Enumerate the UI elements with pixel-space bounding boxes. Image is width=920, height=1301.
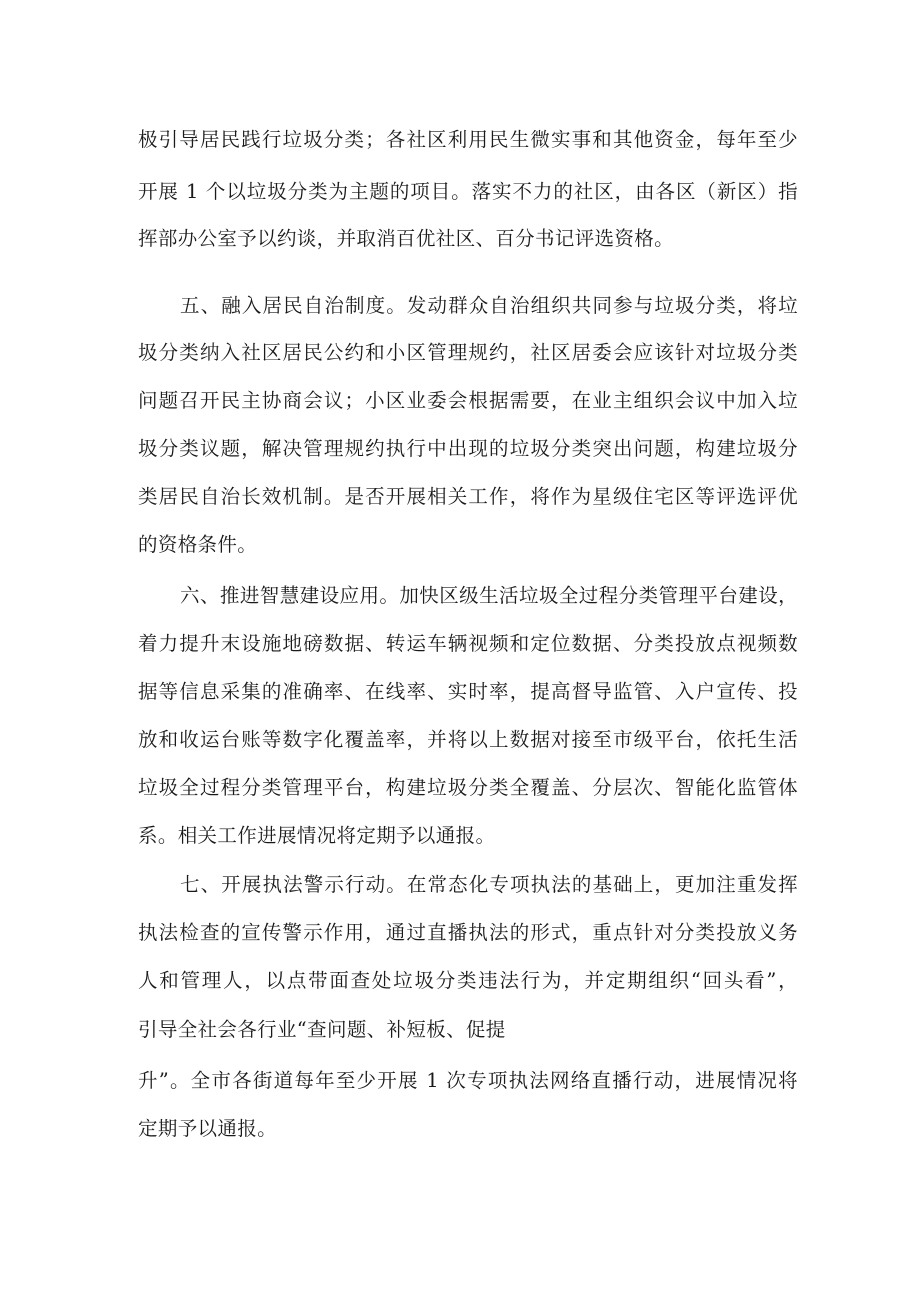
text-line: 类居民自治长效机制。是否开展相关工作，将作为星级住宅区等评选评优 [138, 485, 798, 508]
paragraph-first-line: 七、开展执法警示行动。在常态化专项执法的基础上，更加注重发挥 [180, 873, 798, 896]
text-line: 问题召开民主协商会议；小区业委会根据需要，在业主组织会议中加入垃 [138, 389, 798, 412]
text-line: 据等信息采集的准确率、在线率、实时率，提高督导监管、入户宣传、投 [138, 680, 798, 703]
text-line: 挥部办公室予以约谈，并取消百优社区、百分书记评选资格。 [138, 227, 674, 250]
text-line: 定期予以通报。 [138, 1117, 277, 1140]
text-line: 人和管理人，以点带面查处垃圾分类违法行为，并定期组织“回头看”， [138, 969, 798, 992]
text-line: 的资格条件。 [138, 533, 258, 556]
text-line: 极引导居民践行垃圾分类；各社区利用民生微实事和其他资金，每年至少 [138, 128, 798, 151]
text-line: 升”。全市各街道每年至少开展 1 次专项执法网络直播行动，进展情况将 [138, 1069, 798, 1092]
text-line: 圾分类纳入社区居民公约和小区管理规约，社区居委会应该针对垃圾分类 [138, 341, 798, 364]
text-line: 放和收运台账等数字化覆盖率，并将以上数据对接至市级平台，依托生活 [138, 728, 798, 751]
text-line: 开展 1 个以垃圾分类为主题的项目。落实不力的社区，由各区（新区）指 [138, 180, 798, 203]
paragraph-first-line: 六、推进智慧建设应用。加快区级生活垃圾全过程分类管理平台建设， [180, 584, 798, 607]
text-line: 圾分类议题，解决管理规约执行中出现的垃圾分类突出问题，构建垃圾分 [138, 437, 798, 460]
text-line: 执法检查的宣传警示作用，通过直播执法的形式，重点针对分类投放义务 [138, 921, 798, 944]
text-line: 垃圾全过程分类管理平台，构建垃圾分类全覆盖、分层次、智能化监管体 [138, 776, 798, 799]
text-line: 着力提升末设施地磅数据、转运车辆视频和定位数据、分类投放点视频数 [138, 632, 798, 655]
text-line: 系。相关工作进展情况将定期予以通报。 [138, 824, 496, 847]
paragraph-first-line: 五、融入居民自治制度。发动群众自治组织共同参与垃圾分类，将垃 [180, 294, 798, 317]
text-line: 引导全社会各行业“查问题、补短板、促提 [138, 1018, 506, 1041]
